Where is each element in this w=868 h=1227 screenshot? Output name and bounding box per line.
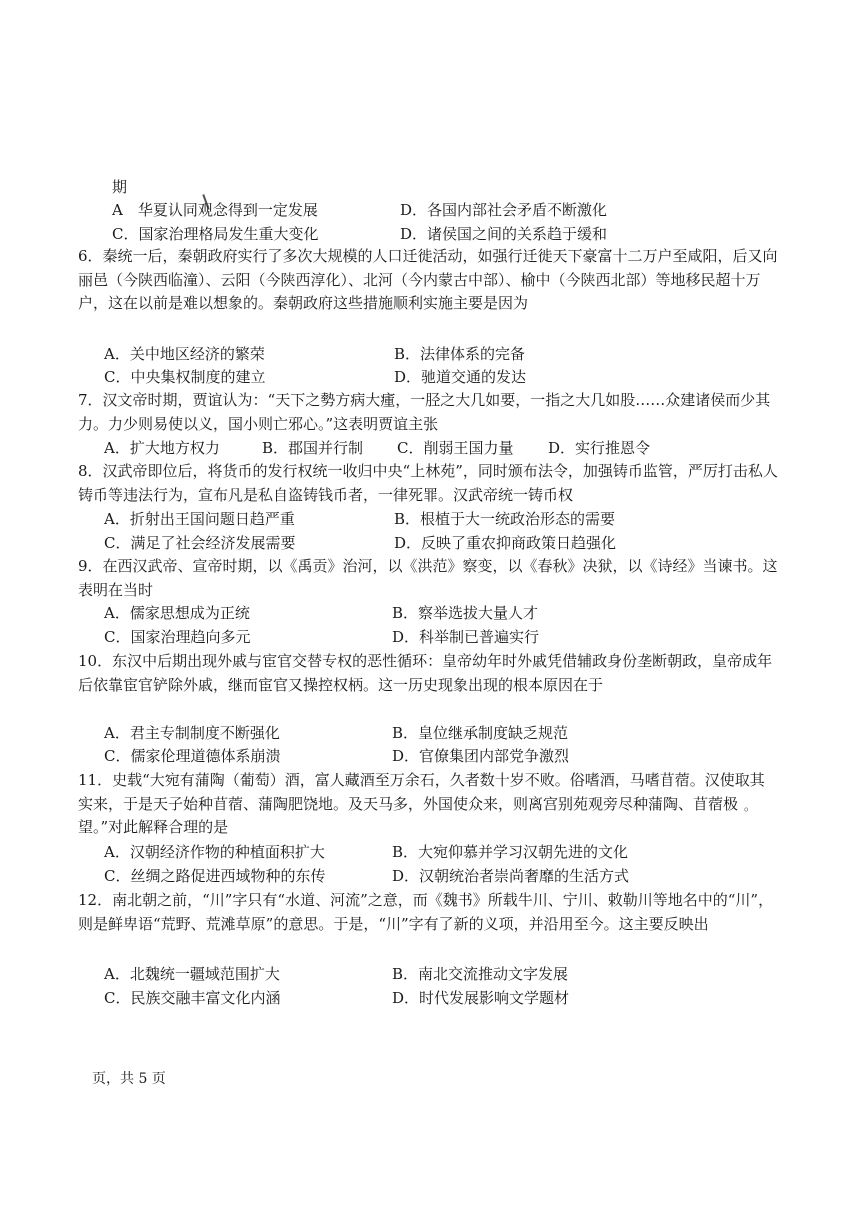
- q7-option-d: D．实行推恩令: [548, 439, 651, 457]
- q12-option-b: B．南北交流推动文字发展: [392, 965, 569, 983]
- q11-option-d: D．汉朝统治者崇尚奢靡的生活方式: [392, 867, 630, 885]
- q5-option-b: D．各国内部社会矛盾不断激化: [400, 201, 608, 219]
- q6-stem: 6．秦统一后，秦朝政府实行了多次大规模的人口迁徙活动，如强行迁徙天下豪富十二万户至咸阳，后又向丽邑（今陕西临潼）、云阳（今陕西淳化）、北河（今内蒙古中部）、榆中（今陕西北部）等地移民超十万户，这在以前是难以想象的。秦朝政府这些措施顺利实施主要是因为: [78, 247, 778, 312]
- q8-option-b: B．根植于大一统政治形态的需要: [394, 510, 616, 528]
- q5-option-d: D．诸侯国之间的关系趋于缓和: [400, 225, 608, 243]
- q10-option-c: C．儒家伦理道德体系崩溃: [104, 747, 281, 765]
- q11-option-a: A．汉朝经济作物的种植面积扩大: [104, 843, 325, 861]
- q11-option-b: B．大宛仰慕并学习汉朝先进的文化: [392, 843, 629, 861]
- q5-option-c: C．国家治理格局发生重大变化: [112, 225, 319, 243]
- q7-option-a: A．扩大地方权力: [104, 439, 220, 457]
- q9-option-b: B．察举选拔大量人才: [392, 604, 539, 622]
- page-footer: 页，共 5 页: [92, 1071, 166, 1087]
- q12-option-d: D．时代发展影响文学题材: [392, 989, 570, 1007]
- q11-option-c: C．丝绸之路促进西域物种的东传: [104, 867, 326, 885]
- q10-option-a: A．君主专制制度不断强化: [104, 724, 280, 742]
- q8-option-a: A．折射出王国问题日趋严重: [104, 510, 295, 528]
- q6-option-a: A．关中地区经济的繁荣: [104, 345, 265, 363]
- q7-stem: 7．汉文帝时期，贾谊认为：“天下之勢方病大瘇，一胫之大几如要，一指之大几如股……众建诸侯而少其力。力少则易使以义，国小则亡邪心。”这表明贾谊主张: [78, 391, 771, 433]
- q9-option-c: C．国家治理趋向多元: [104, 628, 251, 646]
- q9-stem: 9．在西汉武帝、宣帝时期，以《禹贡》治河，以《洪范》察变，以《春秋》决狱，以《诗经》当谏书。这表明在当时: [78, 557, 778, 599]
- q6-option-b: B．法律体系的完备: [394, 345, 526, 363]
- q8-option-d: D．反映了重农抑商政策日趋强化: [394, 534, 617, 552]
- q6-option-c: C．中央集权制度的建立: [104, 368, 266, 386]
- q7-option-b: B．郡国并行制: [262, 439, 364, 457]
- q5-option-a: A 华夏认同观念得到一定发展: [112, 201, 318, 219]
- q10-stem: 10．东汉中后期出现外戚与宦官交替专权的恶性循环：皇帝幼年时外戚凭借辅政身份垄断朝政，皇帝成年后依靠宦官铲除外戚，继而宦官又操控权柄。这一历史现象出现的根本原因在于: [78, 652, 773, 694]
- q6-option-d: D．驰道交通的发达: [394, 368, 527, 386]
- q10-option-d: D．官僚集团内部党争激烈: [392, 747, 570, 765]
- q9-option-d: D．科举制已普遍实行: [392, 628, 540, 646]
- q12-option-a: A．北魏统一疆域范围扩大: [104, 965, 280, 983]
- q11-stem: 11．史载“大宛有蒲陶（葡萄）酒，富人藏酒至万余石，久者数十岁不败。俗嗜酒，马嗜苜蓿。汉使取其实来，于是天子始种苜蓿、蒲陶肥饶地。及天马多，外国使众来，则离宫别苑观旁尽种蒲陶、苜蓿极望。”对此解释合理的是: [78, 771, 765, 836]
- q9-option-a: A．儒家思想成为正统: [104, 604, 250, 622]
- q8-stem: 8．汉武帝即位后，将货币的发行权统一收归中央“上林苑”，同时颁布法令，加强铸币监管，严厉打击私人铸币等违法行为，宣布凡是私自盗铸钱币者，一律死罪。汉武帝统一铸币权: [78, 462, 778, 504]
- q8-option-c: C．满足了社会经济发展需要: [104, 534, 296, 552]
- q5-stem-tail: 期: [112, 178, 128, 196]
- q7-option-c: C．削弱王国力量: [397, 439, 514, 457]
- stray-dot: 。: [744, 799, 757, 813]
- q10-option-b: B．皇位继承制度缺乏规范: [392, 724, 569, 742]
- q12-stem: 12．南北朝之前，“川”字只有“水道、河流”之意，而《魏书》所载牛川、宁川、敕勒川等地名中的“川”，则是鲜卑语“荒野、荒滩草原”的意思。于是，“川”字有了新的义项，并沿用至今。这主要反映出: [78, 891, 774, 933]
- q12-option-c: C．民族交融丰富文化内涵: [104, 989, 281, 1007]
